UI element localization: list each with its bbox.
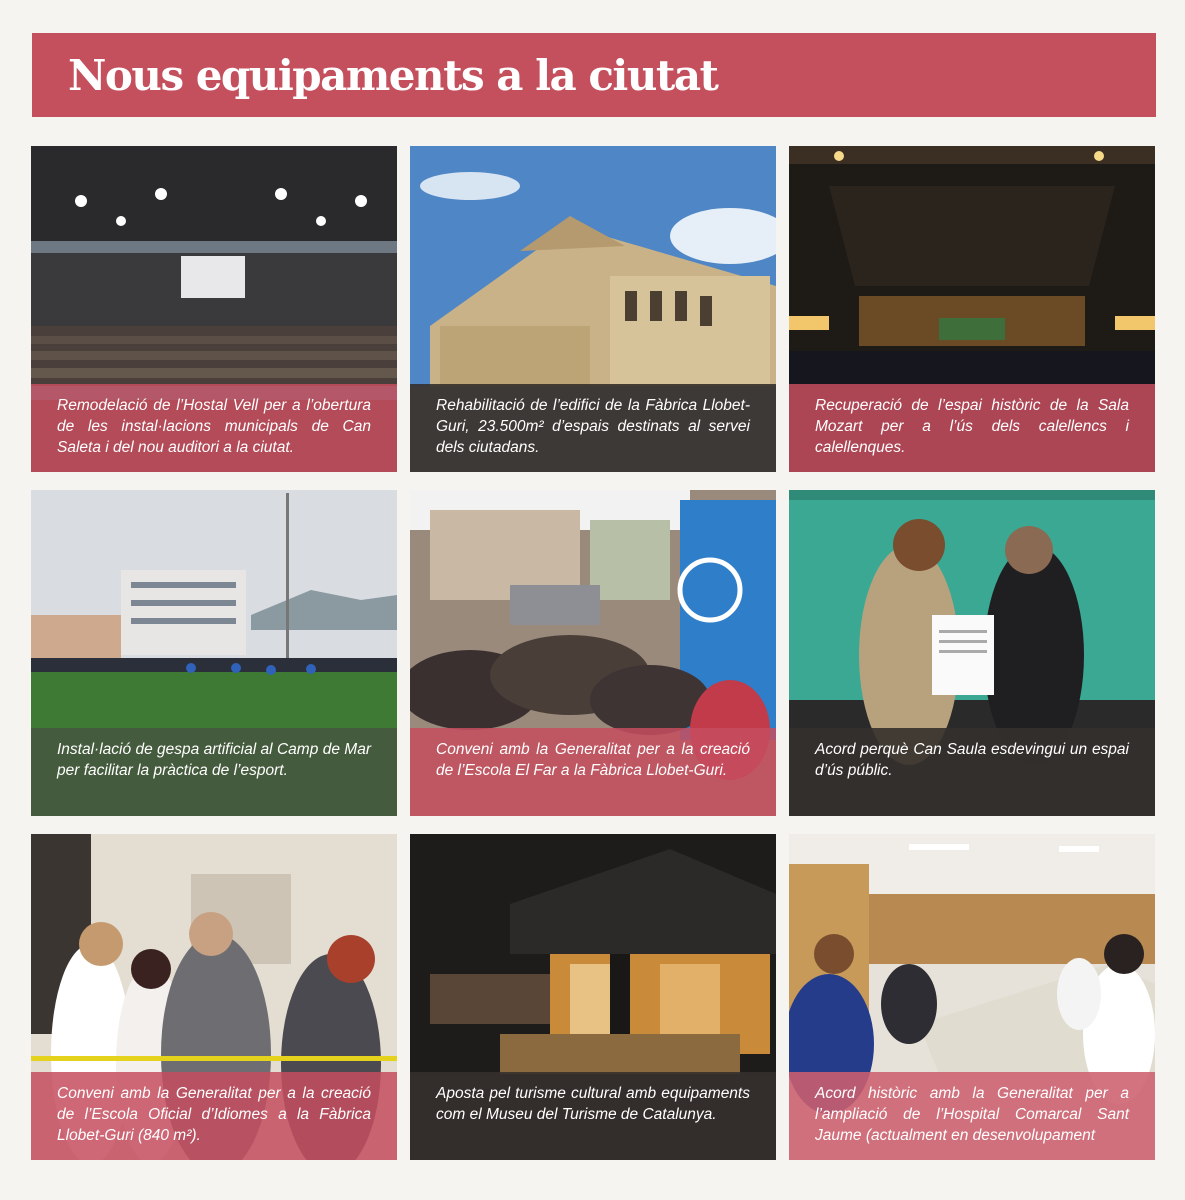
card-escola-idiomes — [31, 834, 397, 1160]
caption: Instal·lació de gespa artificial al Camp de Mar per facilitar la pràctica de l’esport. — [31, 728, 397, 816]
card-camp-de-mar — [31, 490, 397, 816]
caption: Acord perquè Can Saula esdevingui un espai d’ús públic. — [789, 728, 1155, 816]
caption: Aposta pel turisme cultural amb equipaments com el Museu del Turisme de Catalunya. — [410, 1072, 776, 1160]
card-sala-mozart — [789, 146, 1155, 472]
card-escola-el-far — [410, 490, 776, 816]
caption: Rehabilitació de l’edifici de la Fàbrica Llobet-Guri, 23.500m² d’espais destinats al servei dels ciutadans. — [410, 384, 776, 472]
card-hospital-sant-jaume — [789, 834, 1155, 1160]
caption: Recuperació de l’espai històric de la Sala Mozart per a l’ús dels calellencs i calellenques. — [789, 384, 1155, 472]
caption: Conveni amb la Generalitat per a la creació de l’Escola El Far a la Fàbrica Llobet-Guri. — [410, 728, 776, 816]
page-title: Nous equipaments a la ciutat — [68, 50, 718, 100]
caption: Conveni amb la Generalitat per a la creació de l’Escola Oficial d’Idiomes a la Fàbrica Llobet-Guri (840 m²). — [31, 1072, 397, 1160]
card-hostal-vell — [31, 146, 397, 472]
card-llobet-guri — [410, 146, 776, 472]
card-museu-turisme — [410, 834, 776, 1160]
caption: Remodelació de l’Hostal Vell per a l’obertura de les instal·lacions municipals de Can Saleta i del nou auditori a la ciutat. — [31, 384, 397, 472]
title-banner — [32, 33, 1156, 117]
caption: Acord històric amb la Generalitat per a l’ampliació de l’Hospital Comarcal Sant Jaume (actualment en desenvolupament — [789, 1072, 1155, 1160]
card-can-saula — [789, 490, 1155, 816]
